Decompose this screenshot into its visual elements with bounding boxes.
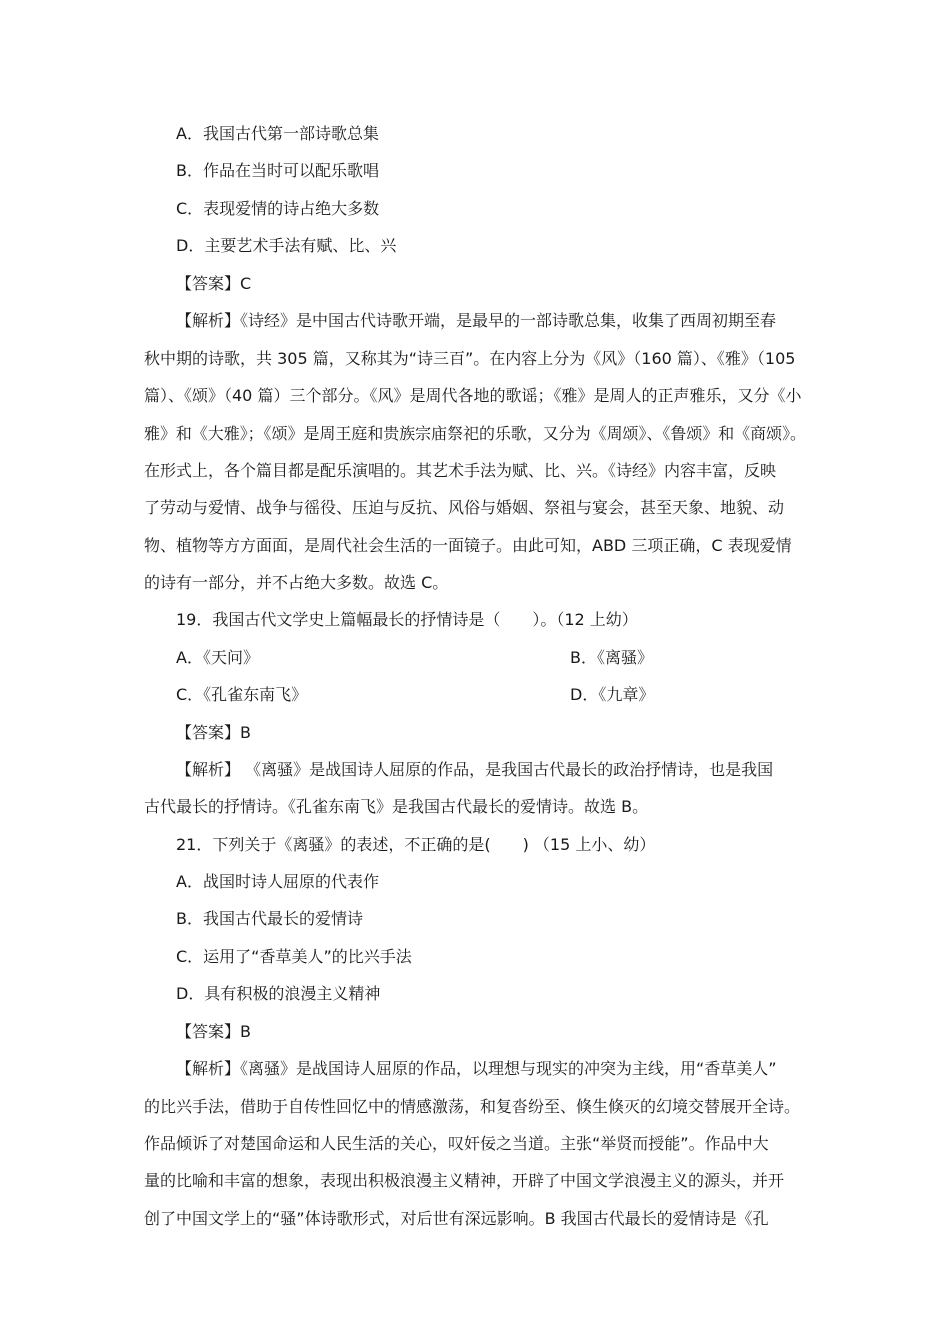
option-b: B．作品在当时可以配乐歌唱 — [176, 161, 379, 180]
analysis-line: 篇）、《颂》（40 篇）三个部分。《风》是周代各地的歌谣；《雅》是周人的正声雅乐，又分《小 — [144, 386, 802, 405]
question-19-option-b: B．《离骚》 — [570, 648, 653, 667]
analysis-line: 【解析】《诗经》是中国古代诗歌开端，是最早的一部诗歌总集，收集了西周初期至春 — [176, 311, 777, 330]
analysis-line: 雅》和《大雅》；《颂》是周王庭和贵族宗庙祭祀的乐歌，又分为《周颂》、《鲁颂》和《商颂》。 — [144, 424, 807, 443]
question-21-option-b: B．我国古代最长的爱情诗 — [176, 909, 363, 928]
question-21-answer: 【答案】B — [176, 1022, 251, 1041]
question-19-option-a: A．《天问》 — [176, 648, 259, 667]
question-21-analysis: 作品倾诉了对楚国命运和人民生活的关心，叹奸佞之当道。主张“举贤而授能”。作品中大 — [144, 1134, 769, 1153]
option-c: C．表现爱情的诗占绝大多数 — [176, 199, 380, 218]
question-21-analysis: 【解析】《离骚》是战国诗人屈原的作品，以理想与现实的冲突为主线，用“香草美人” — [176, 1059, 777, 1078]
answer-label: 【答案】C — [176, 274, 252, 293]
question-21-option-d: D．具有积极的浪漫主义精神 — [176, 984, 381, 1003]
question-21-stem: 21．下列关于《离骚》的表述，不正确的是( ) （15 上小、幼） — [176, 835, 656, 854]
analysis-line: 了劳动与爱情、战争与徭役、压迫与反抗、风俗与婚姻、祭祖与宴会，甚至天象、地貌、动 — [144, 498, 785, 517]
option-d: D．主要艺术手法有赋、比、兴 — [176, 236, 397, 255]
question-19-option-d: D．《九章》 — [570, 685, 655, 704]
question-19-option-c: C．《孔雀东南飞》 — [176, 685, 308, 704]
analysis-line: 在形式上，各个篇目都是配乐演唱的。其艺术手法为赋、比、兴。《诗经》内容丰富，反映 — [144, 461, 777, 480]
analysis-line: 物、植物等方方面面，是周代社会生活的一面镜子。由此可知，ABD 三项正确，C 表现爱情 — [144, 536, 792, 555]
analysis-line: 的诗有一部分，并不占绝大多数。故选 C。 — [144, 573, 449, 592]
question-21-option-a: A．战国时诗人屈原的代表作 — [176, 872, 379, 891]
option-a: A．我国古代第一部诗歌总集 — [176, 124, 379, 143]
question-21-option-c: C．运用了“香草美人”的比兴手法 — [176, 947, 412, 966]
question-19-analysis: 古代最长的抒情诗。《孔雀东南飞》是我国古代最长的爱情诗。故选 B。 — [144, 797, 649, 816]
question-19-answer: 【答案】B — [176, 723, 251, 742]
question-21-analysis: 量的比喻和丰富的想象，表现出积极浪漫主义精神，开辟了中国文学浪漫主义的源头，并开 — [144, 1171, 785, 1190]
question-19-stem: 19．我国古代文学史上篇幅最长的抒情诗是（ ）。（12 上幼） — [176, 610, 638, 629]
analysis-line: 秋中期的诗歌，共 305 篇，又称其为“诗三百”。在内容上分为《风》（160 篇）、《雅》（105 — [144, 349, 796, 368]
question-21-analysis: 的比兴手法，借助于自传性回忆中的情感激荡，和复沓纷至、倏生倏灭的幻境交替展开全诗。 — [144, 1097, 801, 1116]
question-19-analysis: 【解析】 《离骚》是战国诗人屈原的作品，是我国古代最长的政治抒情诗，也是我国 — [176, 760, 774, 779]
question-21-analysis: 创了中国文学上的“骚”体诗歌形式，对后世有深远影响。B 我国古代最长的爱情诗是《孔 — [144, 1209, 769, 1228]
